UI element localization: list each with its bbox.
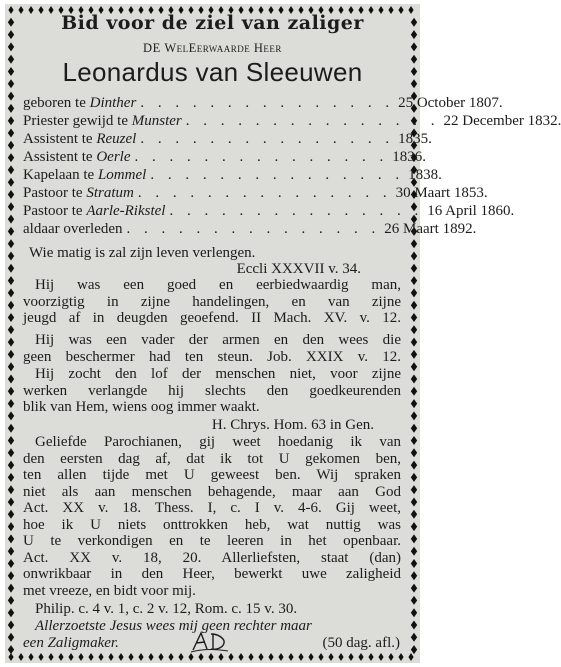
text-line: Geliefde Parochianen, gij weet hoedanig ik van <box>35 434 401 450</box>
text-line: hoe ik U niets onttrokken heb, wat nuttig was <box>23 516 401 533</box>
border-diamond <box>8 252 14 261</box>
border-diamond <box>288 653 293 661</box>
biography-label: geboren te Dinther <box>23 95 137 111</box>
biography-date: 1835. <box>398 131 432 147</box>
border-diamond <box>108 653 113 661</box>
border-diamond <box>68 653 73 661</box>
border-diamond <box>8 141 14 150</box>
border-diamond <box>28 653 33 661</box>
border-diamond <box>8 653 13 661</box>
leader-dots: . . . . . . . . . . . . . . . <box>137 185 392 201</box>
border-diamond <box>8 227 14 236</box>
border-diamond <box>8 436 14 445</box>
border-diamond <box>411 608 417 617</box>
border-diamond <box>78 653 83 661</box>
border-diamond <box>8 448 14 457</box>
border-diamond <box>8 485 14 494</box>
border-diamond <box>8 104 14 113</box>
border-diamond <box>411 252 417 261</box>
border-diamond <box>8 301 14 310</box>
border-diamond <box>128 653 133 661</box>
text-line: werken verlangde hij slechts den goedkeurenden <box>23 382 401 399</box>
text-line: met vreeze, en bidt voor mij. <box>23 582 196 599</box>
leader-dots: . . . . . . . . . . . . . . . <box>140 131 395 147</box>
border-diamond <box>248 653 253 661</box>
biography-date: 22 December 1832. <box>443 113 561 129</box>
paragraph-humility-reference: H. Chrys. Hom. 63 in Gen. <box>211 417 374 433</box>
border-diamond <box>411 411 417 420</box>
border-diamond <box>411 522 417 531</box>
border-diamond <box>48 653 53 661</box>
border-diamond <box>98 653 103 661</box>
border-diamond <box>8 325 14 334</box>
border-diamond <box>411 436 417 445</box>
biography-place: Stratum <box>86 185 134 201</box>
biography-date: 30 Maart 1853. <box>395 185 488 201</box>
deceased-name: Leonardus van Sleeuwen <box>62 57 363 87</box>
border-diamond <box>8 165 14 174</box>
border-diamond <box>411 362 417 371</box>
text-line: ten allen tijde met U geweest ben. Wij spraken <box>23 467 401 483</box>
border-diamond <box>8 399 14 408</box>
text-line: onwrikbaar in den Heer, bewerkt uwe zaligheid <box>23 566 401 582</box>
border-diamond <box>338 653 343 661</box>
border-diamond <box>411 633 417 642</box>
biography-label: Assistent te Reuzel <box>23 131 137 147</box>
border-diamond <box>8 633 14 642</box>
biography-date: 1836. <box>392 149 426 165</box>
border-diamond <box>8 215 14 224</box>
leader-dots: . . . . . . . . . . . . . . . <box>150 167 405 183</box>
border-diamond <box>8 498 14 507</box>
border-diamond <box>8 522 14 531</box>
border-diamond <box>358 653 363 661</box>
biography-row <box>23 185 488 202</box>
border-diamond <box>411 301 417 310</box>
border-diamond <box>8 547 14 556</box>
border-diamond <box>228 653 233 661</box>
border-diamond <box>398 653 403 661</box>
biography-date: 26 Maart 1892. <box>384 221 477 237</box>
leader-dots: . . . . . . . . . . . . . . . <box>169 203 424 219</box>
border-diamond <box>158 653 163 661</box>
border-diamond <box>298 653 303 661</box>
border-diamond <box>8 178 14 187</box>
text-line: U te verkondigen en te leeren in het openbaar. <box>23 533 401 549</box>
border-diamond <box>8 596 14 605</box>
leader-dots: . . . . . . . . . . . . . . . <box>126 221 381 237</box>
border-diamond <box>8 190 14 199</box>
paragraph-humility <box>23 366 401 416</box>
border-diamond <box>411 596 417 605</box>
paragraph-farewell <box>23 434 401 599</box>
biography-place: Munster <box>131 113 182 129</box>
border-diamond <box>411 534 417 543</box>
border-diamond <box>411 338 417 347</box>
border-diamond <box>8 571 14 580</box>
border-diamond <box>411 645 417 654</box>
border-diamond <box>411 264 417 273</box>
border-diamond <box>208 653 213 661</box>
leader-dots: . . . . . . . . . . . . . . . <box>134 149 389 165</box>
border-diamond <box>18 653 23 661</box>
leader-dots: . . . . . . . . . . . . . . . <box>185 113 440 129</box>
border-diamond <box>308 653 313 661</box>
closing-prayer-line-1: Allerzoetste Jesus wees mij geen rechter maar <box>35 618 312 634</box>
border-diamond <box>8 387 14 396</box>
border-diamond <box>88 653 93 661</box>
border-diamond <box>8 239 14 248</box>
border-diamond <box>408 653 413 661</box>
border-diamond <box>411 485 417 494</box>
biography-label: Assistent te Oerle <box>23 149 131 165</box>
border-diamond <box>411 424 417 433</box>
border-diamond <box>8 116 14 125</box>
biography-label: Pastoor te Aarle-Rikstel <box>23 203 166 219</box>
text-line: niet als aan menschen behagende, maar aan God <box>23 483 401 500</box>
indulgence-note: (50 dag. afl.) <box>322 635 400 651</box>
border-diamond <box>411 547 417 556</box>
border-diamond <box>348 653 353 661</box>
border-diamond <box>8 584 14 593</box>
border-diamond <box>411 448 417 457</box>
border-diamond <box>258 653 263 661</box>
text-line: geen beschermer had ten steun. Job. XXIX v. 12. <box>23 348 401 365</box>
text-line: Act. XX v. 18, 20. Allerliefsten, staat (dan) <box>23 549 401 566</box>
border-diamond <box>8 338 14 347</box>
border-diamond <box>8 411 14 420</box>
border-diamond <box>328 653 333 661</box>
text-line: Act. XX v. 18. Thess. I, c. I v. 4-6. Gij weet, <box>23 500 401 516</box>
border-diamond <box>8 153 14 162</box>
border-diamond <box>218 653 223 661</box>
border-diamond <box>411 498 417 507</box>
border-diamond <box>8 202 14 211</box>
text-line: Hij zocht den lof der menschen niet, voor zijne <box>35 366 401 382</box>
biography-place: Lommel <box>97 167 147 183</box>
border-diamond <box>8 621 14 630</box>
biography-row <box>23 113 561 130</box>
biography-row <box>23 167 442 184</box>
biography-row <box>23 95 503 112</box>
border-diamond <box>378 653 383 661</box>
border-diamond <box>58 653 63 661</box>
border-diamond <box>411 461 417 470</box>
border-diamond <box>388 653 393 661</box>
biography-row <box>23 149 426 166</box>
paragraph-farewell-reference: Philip. c. 4 v. 1, c. 2 v. 12, Rom. c. 15 v. 30. <box>35 601 298 617</box>
text-line: den eersten dag af, dat ik tot U gekomen ben, <box>23 450 401 467</box>
border-diamond <box>8 534 14 543</box>
border-diamond <box>148 653 153 661</box>
biography-label: Kapelaan te Lommel <box>23 167 147 183</box>
biography-place: Dinther <box>89 95 137 111</box>
memorial-card <box>5 4 561 663</box>
border-diamond <box>318 653 323 661</box>
border-diamond <box>411 313 417 322</box>
border-diamond <box>8 559 14 568</box>
border-diamond <box>8 362 14 371</box>
border-diamond <box>411 239 417 248</box>
border-diamond <box>411 276 417 285</box>
border-diamond <box>8 92 14 101</box>
text-line: voorzigtig in zijne handelingen, en van zijne <box>23 293 401 310</box>
biography-date: 16 April 1860. <box>427 203 515 219</box>
border-diamond <box>411 325 417 334</box>
border-diamond <box>188 653 193 661</box>
border-diamond <box>411 510 417 519</box>
border-diamond <box>278 653 283 661</box>
border-diamond <box>8 276 14 285</box>
biography-place: Oerle <box>96 149 131 165</box>
biography-date: 1838. <box>408 167 442 183</box>
border-diamond <box>8 129 14 138</box>
border-diamond <box>411 288 417 297</box>
leader-dots: . . . . . . . . . . . . . . . <box>140 95 395 111</box>
border-diamond <box>168 653 173 661</box>
border-diamond <box>178 653 183 661</box>
border-diamond <box>411 621 417 630</box>
border-diamond <box>198 653 203 661</box>
border-diamond <box>8 288 14 297</box>
biography-label: aldaar overleden <box>23 221 123 237</box>
border-diamond <box>238 653 243 661</box>
text-line: Hij was een vader der armen en den wees die <box>35 332 401 348</box>
border-diamond <box>411 350 417 359</box>
border-diamond <box>8 510 14 519</box>
border-diamond <box>268 653 273 661</box>
border-diamond <box>118 653 123 661</box>
border-diamond <box>8 350 14 359</box>
quote-text: Wie matig is zal zijn leven verlengen. <box>29 245 256 261</box>
subtitle-honorific: WelEerwaarde Heer <box>164 41 282 55</box>
closing-prayer-line-2: een Zaligmaker. <box>23 635 119 651</box>
quote-reference: Eccli XXXVII v. 34. <box>236 261 361 277</box>
border-diamond <box>8 461 14 470</box>
biography-date: 25 October 1807. <box>398 95 503 111</box>
border-diamond <box>38 653 43 661</box>
border-diamond <box>411 375 417 384</box>
paragraph-charity <box>23 332 401 365</box>
text-line: blik van Hem, wiens oog immer waakt. <box>23 399 260 415</box>
border-diamond <box>8 608 14 617</box>
border-diamond <box>8 313 14 322</box>
paragraph-virtues <box>23 277 401 327</box>
border-diamond <box>8 473 14 482</box>
biography-place: Reuzel <box>96 131 137 147</box>
biography-label: Priester gewijd te Munster <box>23 113 182 129</box>
border-diamond <box>8 375 14 384</box>
card-title: Bid voor de ziel van zaliger <box>61 12 364 34</box>
border-diamond <box>8 264 14 273</box>
border-diamond <box>368 653 373 661</box>
biography-label: Pastoor te Stratum <box>23 185 134 201</box>
border-diamond <box>411 559 417 568</box>
biography-place: Aarle-Rikstel <box>86 203 166 219</box>
biography-row <box>23 203 515 220</box>
border-diamond <box>8 424 14 433</box>
printer-signature <box>190 630 230 654</box>
border-diamond <box>411 584 417 593</box>
biography-row <box>23 221 477 238</box>
border-diamond <box>411 473 417 482</box>
border-diamond <box>411 387 417 396</box>
card-subtitle: DE WelEerwaarde Heer <box>143 41 282 55</box>
text-line: jeugd af in deugden geoefend. II Mach. XV. v. 12. <box>23 310 401 326</box>
biography-row <box>23 131 432 148</box>
border-diamond <box>138 653 143 661</box>
border-diamond <box>411 399 417 408</box>
border-diamond <box>8 645 14 654</box>
border-diamond <box>411 571 417 580</box>
text-line: Hij was een goed en eerbiedwaardig man, <box>35 277 401 293</box>
